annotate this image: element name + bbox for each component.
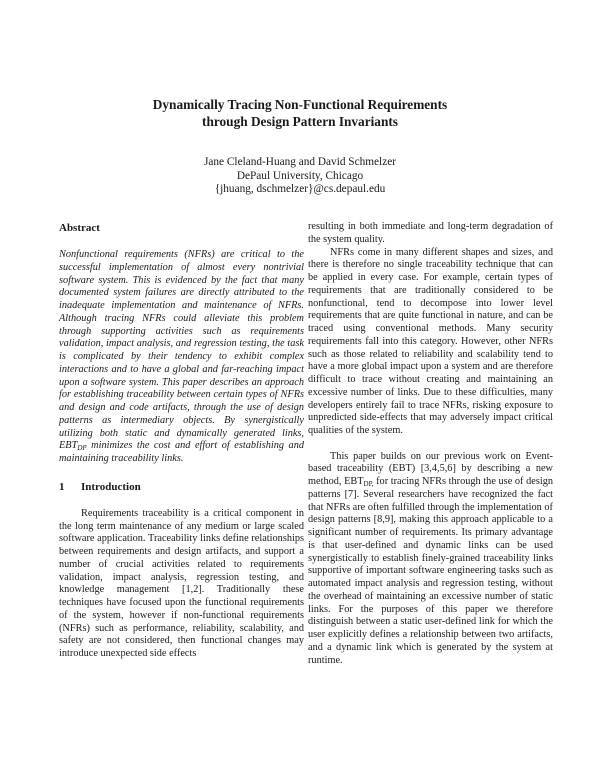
- para3-start: This paper builds on our previous work on Event-based traceability (EBT) [3,4,5,6] by describing a new method, EBT: [308, 450, 553, 487]
- title-line-1: Dynamically Tracing Non-Functional Requirements: [152, 97, 448, 112]
- email: {jhuang, dschmelzer}@cs.depaul.edu: [214, 183, 386, 195]
- section-title: Introduction: [81, 480, 141, 493]
- abstract-text: [59, 249, 304, 466]
- intro-paragraph-1: Requirements traceability is a critical component in the long term maintenance of any medium or large scaled software application. Traceability links define relationships between requirements and design artifacts, and support a number of crucial activities related to requirements validation, impact analysis, regression testing, and knowledge management [1,2]. Traditionally these techniques have focused upon the functional requirements of the system, however if non-functional requirements (NFRs) such as performance, reliability, scalability, and safety are not considered, then functional changes may introduce unexpected side effects: [59, 507, 304, 659]
- abstract-heading: Abstract: [59, 222, 100, 234]
- affiliation: DePaul University, Chicago: [236, 169, 364, 182]
- abstract-end: minimizes the cost and effort of establishing and maintaining traceability links.: [59, 440, 304, 464]
- author-names: Jane Cleland-Huang and David Schmelzer: [204, 156, 396, 168]
- intro-paragraph-2: NFRs come in many different shapes and sizes, and there is therefore no single traceability technique that can be applied in every case. For example, certain types of requirements that are traditionally considered to be nonfunctional, tend to decompose into lower level requirements that are quite functional in nature, and can be traced using conventional methods. Many security requirements fall into this category. However, other NFRs such as those related to reliability and scalability tend to have a more global impact upon a system and are therefore difficult to trace without creating and maintaining an excessive number of links. Due to these difficulties, many developers entirely fail to trace NFRs, risking exposure to unpredicted side-effects that may adversely impact critical qualities of the system.: [308, 246, 553, 436]
- para3-subscript: DP,: [363, 480, 374, 488]
- left-column: [59, 221, 304, 661]
- title-line-2: through Design Pattern Invariants: [202, 114, 398, 129]
- abstract-subscript: DP: [77, 444, 87, 453]
- author-block: [0, 156, 600, 197]
- right-column: [308, 221, 553, 667]
- paper-title: [0, 96, 600, 130]
- para3-end: for tracing NFRs through the use of design patterns [7]. Several researchers have recognized the fact that NFRs are often fulfilled through the implementation of design patterns [8,9], making this approach applicable to a significant number of requirements. Its primary advantage is that user-defined and dynamic links can be used synergistically to establish finely-grained traceability links supportive of important software engineering tasks such as automated impact analysis and regression testing, without the overhead of maintaining an excessive number of static links. For the purposes of this paper we therefore distinguish between a static user-defined link for which the user explicitly defines a relationship between two artifacts, and a dynamic link which is generated by the system at runtime.: [308, 476, 553, 666]
- intro-paragraph-3: [308, 451, 553, 668]
- intro-paragraph-1-continued: resulting in both immediate and long-term degradation of the system quality.: [308, 221, 553, 245]
- section-heading-introduction: [59, 480, 304, 494]
- section-number: 1: [59, 480, 65, 493]
- abstract-main: Nonfunctional requirements (NFRs) are critical to the successful implementation of almost every nontrivial software system. This is evidenced by the fact that many documented system failures are directly attributed to the inadequate implementation and maintenance of NFRs. Although tracing NFRs could alleviate this problem through supporting activities such as requirements validation, impact analysis, and regression testing, the task is complicated by their tendency to exhibit complex interactions and to have a global and far-reaching impact upon a software system. This paper describes an approach for establishing traceability between certain types of NFRs and design and code artifacts, through the use of design patterns as intermediary objects. By synergistically utilizing both static and dynamically generated links, EBT: [59, 249, 304, 452]
